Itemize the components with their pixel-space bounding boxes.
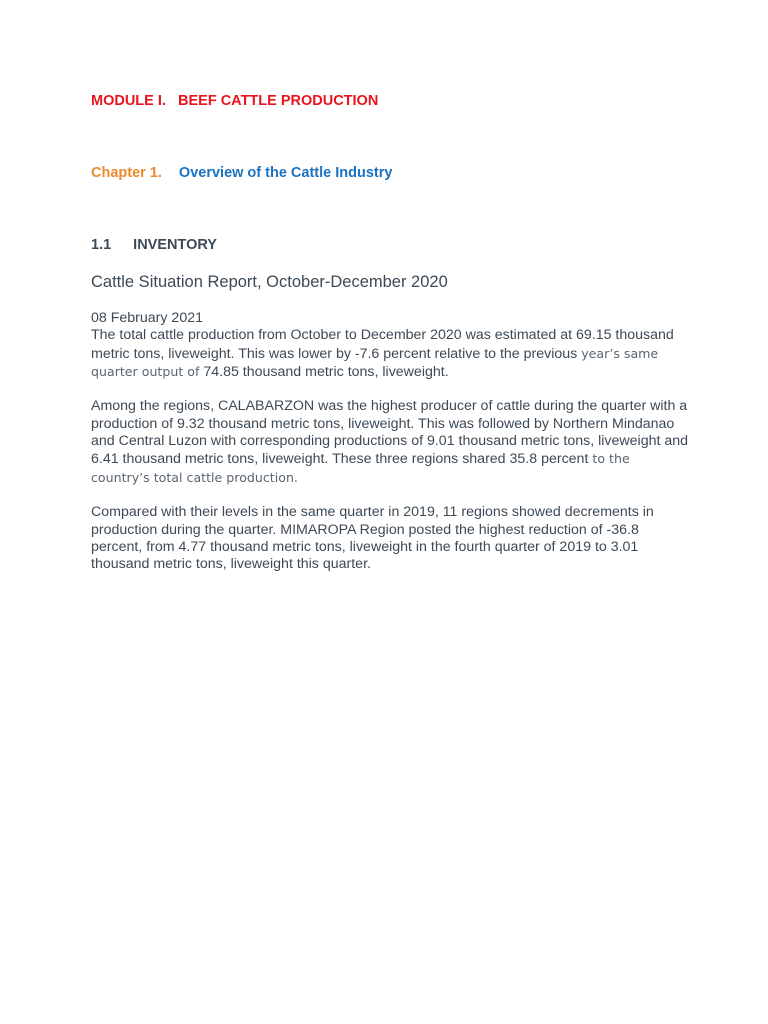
paragraph-regional-producers: [91, 398, 691, 486]
paragraph-production-summary: [91, 327, 691, 381]
paragraph-regional-decrements: Compared with their levels in the same quarter in 2019, 11 regions showed decrements in production during the quarter. MIMAROPA Region posted the highest reduction of -36.8 percent, from 4.77 thousand metric tons, liveweight in the fourth quarter of 2019 to 3.01 thousand metric tons, liveweight this quarter.: [91, 504, 654, 573]
paragraph-1-text-b: year’s same quarter output of: [91, 345, 659, 379]
report-date: 08 February 2021: [91, 310, 203, 326]
paragraph-1-text-a: The total cattle production from October to December 2020 was estimated at 69.15 thousand metric tons, liveweight. This was lower by -7.6 percent relative to the previous: [91, 327, 674, 362]
paragraph-1-text-c: 74.85 thousand metric tons, liveweight.: [199, 363, 449, 380]
chapter-heading: [91, 165, 392, 181]
paragraph-2-text-a: Among the regions, CALABARZON was the highest producer of cattle during the quarter with a production of 9.32 thousand metric tons, liveweight. This was followed by Northern Mindanao and Central Luzon with corresponding productions of 9.01 thousand metric tons, liveweight and 6.41 thousand metric tons, liveweight. These three regions shared 35.8 percent: [91, 398, 689, 468]
report-body: [91, 310, 691, 591]
report-title: Cattle Situation Report, October-December 2020: [91, 273, 448, 291]
section-name: INVENTORY: [133, 237, 217, 253]
section-number: 1.1: [91, 237, 112, 253]
section-heading: [91, 237, 217, 253]
chapter-number: Chapter 1.: [91, 165, 162, 181]
paragraph-2-text-b: to the country’s total cattle production.: [91, 451, 630, 485]
module-title: MODULE I. BEEF CATTLE PRODUCTION: [91, 93, 379, 109]
chapter-name: Overview of the Cattle Industry: [178, 165, 393, 181]
